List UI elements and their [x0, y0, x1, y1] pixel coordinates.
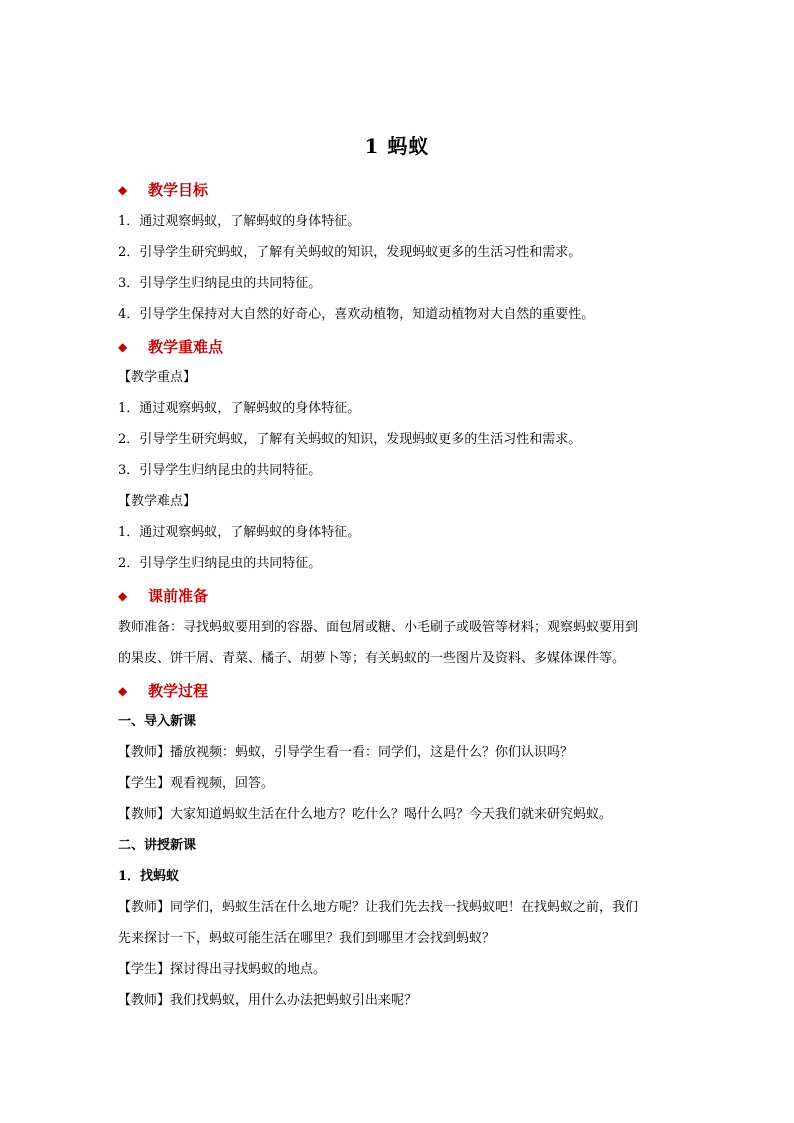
- preparation-line: 的果皮、饼干屑、青菜、橘子、胡萝卜等；有关蚂蚁的一些图片及资料、多媒体课件等。: [118, 651, 626, 666]
- section-heading-text: 课前准备: [148, 587, 209, 605]
- section-heading-text: 教学过程: [148, 682, 209, 700]
- key-item: 2．引导学生研究蚂蚁，了解有关蚂蚁的知识，发现蚂蚁更多的生活习性和需求。: [118, 432, 582, 447]
- dialogue-line: 【教师】大家知道蚂蚁生活在什么地方？吃什么？喝什么吗？今天我们就来研究蚂蚁。: [118, 807, 613, 822]
- goal-item: 4．引导学生保持对大自然的好奇心，喜欢动植物，知道动植物对大自然的重要性。: [118, 307, 595, 322]
- dialogue-line: 【教师】播放视频：蚂蚁，引导学生看一看：同学们，这是什么？你们认识吗？: [118, 745, 574, 760]
- goal-item: 1．通过观察蚂蚁，了解蚂蚁的身体特征。: [118, 214, 361, 229]
- key-label: 【教学重点】: [118, 370, 197, 385]
- preparation-line: 教师准备：寻找蚂蚁要用到的容器、面包屑或糖、小毛刷子或吸管等材料；观察蚂蚁要用到: [118, 620, 639, 635]
- goal-item: 2．引导学生研究蚂蚁，了解有关蚂蚁的知识，发现蚂蚁更多的生活习性和需求。: [118, 245, 582, 260]
- section-heading-text: 教学目标: [148, 181, 209, 199]
- diamond-icon: ◆: [118, 589, 128, 603]
- diamond-icon: ◆: [118, 183, 128, 197]
- section-heading-text: 教学重难点: [148, 338, 224, 356]
- dialogue-line: 【学生】探讨得出寻找蚂蚁的地点。: [118, 962, 327, 977]
- diamond-icon: ◆: [118, 684, 128, 698]
- goal-item: 3．引导学生归纳昆虫的共同特征。: [118, 276, 322, 291]
- dialogue-line: 【教师】我们找蚂蚁，用什么办法把蚂蚁引出来呢？: [118, 993, 418, 1008]
- difficult-label: 【教学难点】: [118, 494, 197, 509]
- page-title: 1 蚂蚁: [364, 134, 430, 158]
- dialogue-line: 【教师】同学们，蚂蚁生活在什么地方呢？让我们先去找一找蚂蚁吧！在找蚂蚁之前，我们: [118, 900, 639, 915]
- diamond-icon: ◆: [118, 340, 128, 354]
- difficult-item: 1．通过观察蚂蚁，了解蚂蚁的身体特征。: [118, 525, 361, 540]
- section-heading-key-points: [118, 337, 223, 357]
- key-item: 1．通过观察蚂蚁，了解蚂蚁的身体特征。: [118, 401, 361, 416]
- dialogue-line: 先来探讨一下，蚂蚁可能生活在哪里？我们到哪里才会找到蚂蚁？: [118, 931, 496, 946]
- difficult-item: 2．引导学生归纳昆虫的共同特征。: [118, 556, 322, 571]
- sub1-title: 1．找蚂蚁: [118, 869, 180, 884]
- part2-title: 二、讲授新课: [118, 838, 197, 853]
- part1-title: 一、导入新课: [118, 714, 197, 729]
- section-heading-goals: [118, 180, 208, 200]
- dialogue-line: 【学生】观看视频，回答。: [118, 776, 275, 791]
- section-heading-process: [118, 681, 208, 701]
- key-item: 3．引导学生归纳昆虫的共同特征。: [118, 463, 322, 478]
- section-heading-preparation: [118, 586, 208, 606]
